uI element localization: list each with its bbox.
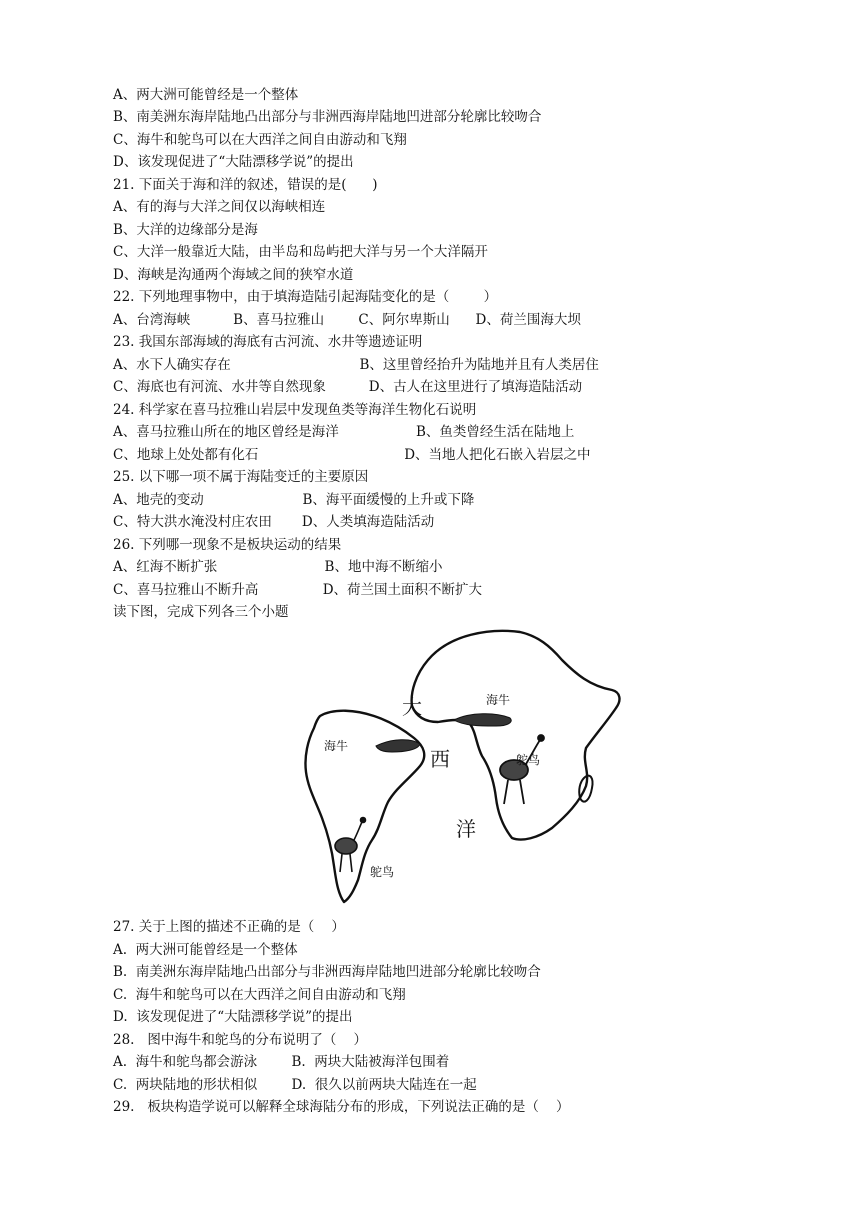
question-27: 27. 关于上图的描述不正确的是（ ） bbox=[113, 919, 345, 935]
question-29: 29. 板块构造学说可以解释全球海陆分布的形成，下列说法正确的是（ ） bbox=[113, 1099, 570, 1115]
question-25: 25. 以下哪一项不属于海陆变迁的主要原因 bbox=[113, 469, 369, 485]
line-21d: D、海峡是沟通两个海域之间的狭窄水道 bbox=[113, 267, 354, 283]
options-24-ab: A、喜马拉雅山所在的地区曾经是海洋 B、鱼类曾经生活在陆地上 bbox=[113, 424, 575, 440]
options-22: A、台湾海峡 B、喜马拉雅山 C、阿尔卑斯山 D、荷兰围海大坝 bbox=[113, 312, 581, 328]
option-27c: C. 海牛和鸵鸟可以在大西洋之间自由游动和飞翔 bbox=[113, 987, 406, 1003]
question-21: 21. 下面关于海和洋的叙述，错误的是( ) bbox=[113, 177, 378, 193]
label-manatee-southamerica: 海牛 bbox=[324, 739, 349, 753]
line-20a: A、两大洲可能曾经是一个整体 bbox=[113, 87, 299, 103]
option-27d: D. 该发现促进了“大陆漂移学说”的提出 bbox=[113, 1009, 353, 1025]
map-instruction: 读下图，完成下列各三个小题 bbox=[113, 604, 289, 620]
line-21c: C、大洋一般靠近大陆，由半岛和岛屿把大洋与另一个大洋隔开 bbox=[113, 244, 488, 260]
question-23: 23. 我国东部海域的海底有古河流、水井等遗迹证明 bbox=[113, 334, 423, 350]
question-24: 24. 科学家在喜马拉雅山岩层中发现鱼类等海洋生物化石说明 bbox=[113, 402, 477, 418]
label-ostrich-africa: 鸵鸟 bbox=[516, 753, 541, 767]
line-21b: B、大洋的边缘部分是海 bbox=[113, 222, 258, 238]
options-25-cd: C、特大洪水淹没村庄农田 D、人类填海造陆活动 bbox=[113, 514, 435, 530]
manatee-africa-icon bbox=[454, 714, 511, 726]
option-27a: A. 两大洲可能曾经是一个整体 bbox=[113, 942, 298, 958]
question-26: 26. 下列哪一现象不是板块运动的结果 bbox=[113, 537, 342, 553]
options-26-cd: C、喜马拉雅山不断升高 D、荷兰国土面积不断扩大 bbox=[113, 582, 483, 598]
options-25-ab: A、地壳的变动 B、海平面缓慢的上升或下降 bbox=[113, 492, 475, 508]
label-atlantic-2: 西 bbox=[430, 747, 450, 771]
options-26-ab: A、红海不断扩张 B、地中海不断缩小 bbox=[113, 559, 443, 575]
options-23-ab: A、水下人确实存在 B、这里曾经抬升为陆地并且有人类居住 bbox=[113, 357, 599, 373]
line-20d: D、该发现促进了“大陆漂移学说”的提出 bbox=[113, 154, 354, 170]
ostrich-southamerica-icon bbox=[335, 818, 366, 873]
options-28-ab: A. 海牛和鸵鸟都会游泳 B. 两块大陆被海洋包围着 bbox=[113, 1054, 450, 1070]
options-24-cd: C、地球上处处都有化石 D、当地人把化石嵌入岩层之中 bbox=[113, 447, 591, 463]
question-22: 22. 下列地理事物中，由于填海造陆引起海陆变化的是（ ） bbox=[113, 289, 498, 305]
question-28: 28. 图中海牛和鸵鸟的分布说明了（ ） bbox=[113, 1032, 368, 1048]
label-ostrich-southamerica: 鸵鸟 bbox=[370, 865, 395, 879]
manatee-southamerica-icon bbox=[376, 740, 420, 752]
label-atlantic-1: 大 bbox=[402, 695, 422, 719]
continents-map bbox=[300, 622, 625, 907]
options-28-cd: C. 两块陆地的形状相似 D. 很久以前两块大陆连在一起 bbox=[113, 1077, 477, 1093]
line-20b: B、南美洲东海岸陆地凸出部分与非洲西海岸陆地凹进部分轮廓比较吻合 bbox=[113, 109, 542, 125]
africa-outline bbox=[412, 631, 620, 840]
label-manatee-africa: 海牛 bbox=[486, 693, 511, 707]
line-21a: A、有的海与大洋之间仅以海峡相连 bbox=[113, 199, 326, 215]
line-20c: C、海牛和鸵鸟可以在大西洋之间自由游动和飞翔 bbox=[113, 132, 407, 148]
option-27b: B. 南美洲东海岸陆地凸出部分与非洲西海岸陆地凹进部分轮廓比较吻合 bbox=[113, 964, 541, 980]
ostrich-africa-icon bbox=[500, 735, 544, 804]
label-atlantic-3: 洋 bbox=[456, 817, 476, 841]
options-23-cd: C、海底也有河流、水井等自然现象 D、古人在这里进行了填海造陆活动 bbox=[113, 379, 583, 395]
